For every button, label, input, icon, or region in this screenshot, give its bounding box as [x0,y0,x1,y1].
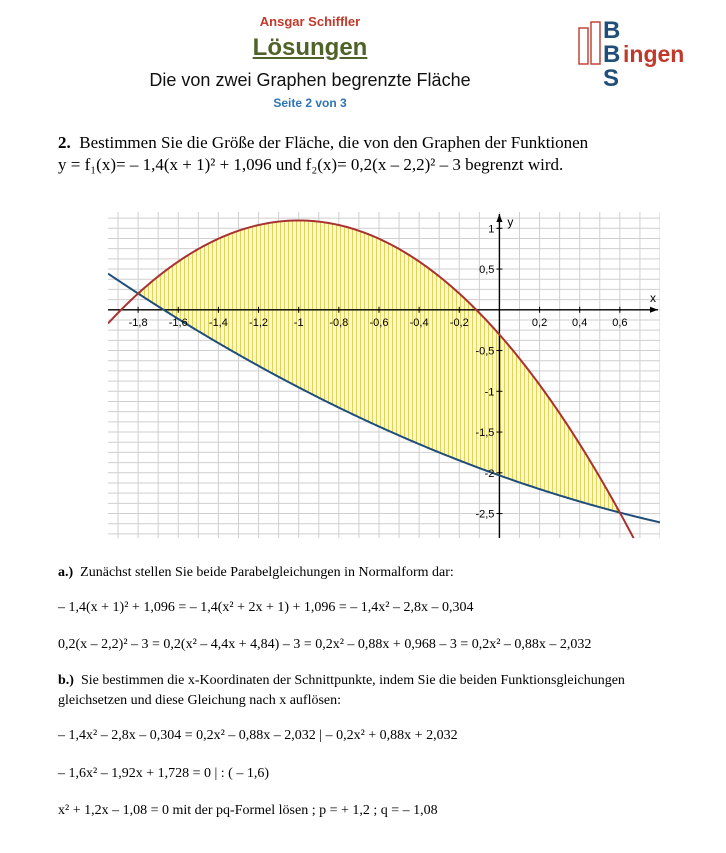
x-tick-label: -0,8 [329,316,349,329]
equation-2: 0,2(x – 2,2)² – 3 = 0,2(x² – 4,4x + 4,84) – 3 = 0,2x² – 0,88x + 0,968 – 3 = 0,2x² – 0,88x – 2,032 [58,637,592,652]
y-tick-label: 0,5 [479,264,495,277]
equation-5: x² + 1,2x – 1,08 = 0 mit der pq-Formel lösen ; p = + 1,2 ; q = – 1,08 [58,803,438,818]
part-b-intro [58,673,625,689]
equation-1: – 1,4(x + 1)² + 1,096 = – 1,4(x² + 2x + 1) + 1,096 = – 1,4x² – 2,8x – 0,304 [58,600,474,615]
task-text-2: y = f₁(x)= – 1,4(x + 1)² + 1,096 und f₂(x)= 0,2(x – 2,2)² – 3 begrenzt wird. [58,155,564,174]
author-name: Ansgar Schiffler [259,14,361,29]
task-line-1 [58,133,588,153]
equation-3: – 1,4x² – 2,8x – 0,304 = 0,2x² – 0,88x – 2,032 | – 0,2x² + 0,88x + 2,032 [58,728,458,743]
x-axis-label: x [650,290,656,305]
y-tick-label: -2 [484,467,495,480]
page-number: Seite 2 von 3 [273,96,347,110]
part-a-label: a.) [58,565,74,580]
y-tick-label: -2,5 [475,508,495,521]
part-b-label: b.) [58,673,74,688]
x-axis-arrow [650,307,658,313]
y-tick-label: -1,5 [475,427,495,440]
logo-word: ingen [623,41,685,67]
equation-4: – 1,6x² – 1,92x + 1,728 = 0 | : ( – 1,6) [58,766,270,781]
y-tick-label: -1 [484,386,495,399]
y-axis-label: y [507,215,514,229]
part-b-text-2: gleichsetzen und diese Gleichung nach x auflösen: [58,693,342,708]
task-text-1: Bestimmen Sie die Größe der Fläche, die von den Graphen der Funktionen [79,133,589,152]
logo-letter-b1: B [603,17,621,44]
x-tick-label: 0,6 [612,316,628,329]
task-number: 2. [58,133,71,152]
x-tick-label: -1,8 [128,316,148,329]
part-b-text-1: Sie bestimmen die x-Koordinaten der Schnittpunkte, indem Sie die beiden Funktionsgleichungen [80,673,625,688]
part-a-intro [58,565,454,581]
bbs-bingen-logo [575,14,707,88]
logo-bar-2 [591,22,600,64]
function-graph [108,212,660,538]
x-tick-label: -1,6 [168,316,188,329]
logo-letter-b2: B [603,41,621,68]
page-title: Lösungen [252,34,368,61]
logo-letter-s: S [603,65,620,88]
x-tick-label: -0,2 [449,316,469,329]
y-tick-label: -0,5 [475,345,495,358]
y-tick-label: 1 [488,223,495,236]
x-tick-label: -1,4 [208,316,228,329]
x-tick-label: 0,4 [572,316,588,329]
x-tick-label: -0,6 [369,316,389,329]
x-tick-label: 0,2 [531,316,548,329]
logo-bar-1 [579,28,588,64]
x-tick-label: -1,2 [249,316,269,329]
x-tick-label: -1 [293,316,304,329]
page-subtitle: Die von zwei Graphen begrenzte Fläche [149,70,471,90]
part-a-text: Zunächst stellen Sie beide Parabelgleichungen in Normalform dar: [80,565,454,580]
x-tick-label: -0,4 [409,316,429,329]
